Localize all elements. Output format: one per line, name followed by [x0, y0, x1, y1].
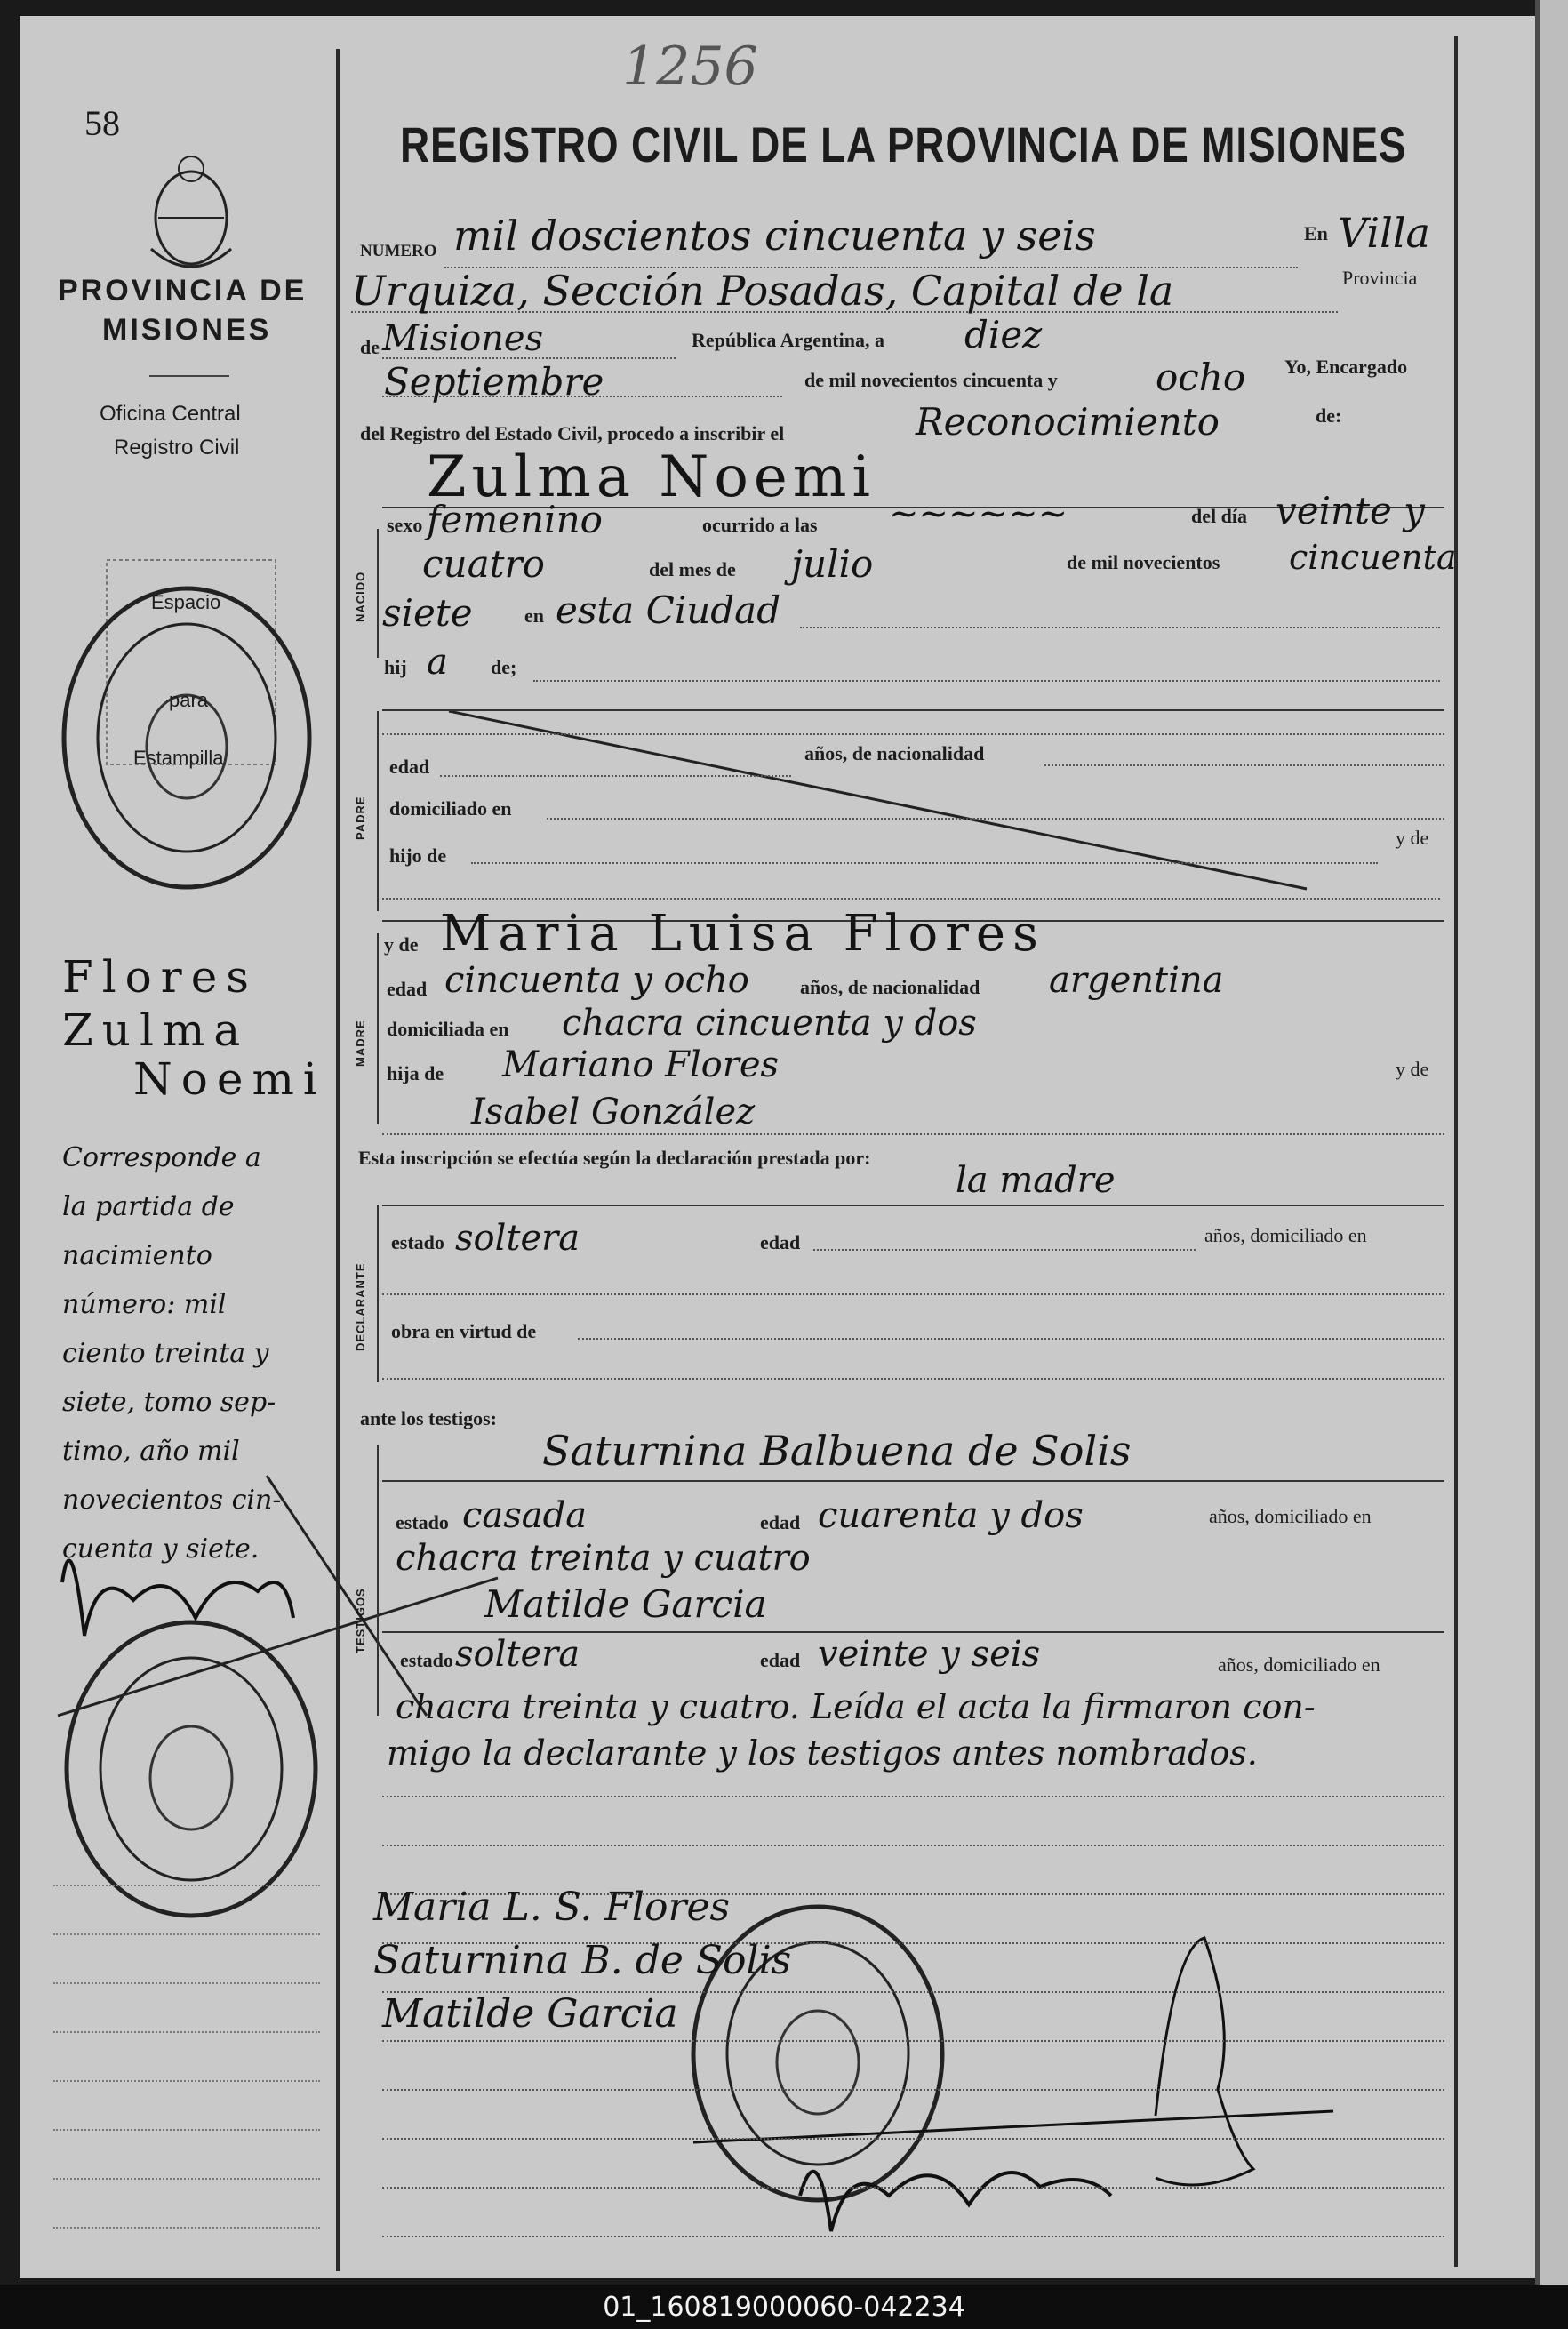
province-value: Misiones	[382, 318, 544, 359]
obra-label: obra en virtud de	[391, 1320, 537, 1342]
provincia-label: Provincia	[1342, 267, 1418, 289]
anio-value: cincuenta	[1289, 538, 1457, 577]
margin-name-line3: Noemi	[133, 1053, 326, 1105]
margin-note-line: número: mil	[62, 1289, 227, 1320]
inscripcion-text: Esta inscripción se efectúa según la declaración prestada por:	[358, 1147, 871, 1169]
madre-madre-value: Isabel González	[471, 1092, 756, 1132]
left-rule	[53, 2129, 320, 2131]
form-rule	[800, 627, 1440, 628]
testigo1-edad-label: edad	[760, 1511, 801, 1533]
form-rule	[382, 2138, 1444, 2140]
form-rule	[533, 680, 1440, 682]
margin-name-line1: Flores	[62, 951, 258, 1003]
month-value: Septiembre	[384, 360, 604, 404]
padre-hijo-label: hijo de	[389, 844, 447, 867]
official-seal-icon	[64, 588, 309, 887]
madre-edad-label: edad	[387, 978, 428, 1000]
en-label: En	[1304, 222, 1328, 244]
margin-note-line: la partida de	[62, 1191, 235, 1222]
form-rule	[382, 709, 1444, 711]
testigo1-edad-value: cuarenta y dos	[818, 1495, 1084, 1536]
form-rule	[471, 862, 1378, 864]
form-rule	[440, 775, 791, 777]
padre-edad-label: edad	[389, 756, 430, 778]
year-text: de mil novecientos cincuenta y	[804, 369, 1058, 391]
record-number-handwritten: 1256	[622, 36, 758, 98]
form-rule	[382, 1796, 1444, 1797]
de-colon: de:	[1316, 404, 1342, 427]
padre-domicilio-label: domiciliado en	[389, 797, 512, 820]
madre-y-de2: y de	[1396, 1058, 1429, 1080]
testigo1-nombre: Saturnina Balbuena de Solis	[542, 1427, 1132, 1475]
madre-domicilio-label: domiciliada en	[387, 1018, 509, 1040]
form-rule	[382, 733, 1444, 735]
testigo2-estado-label: estado	[400, 1649, 453, 1671]
year-value: ocho	[1156, 356, 1246, 399]
section-tag-nacido: NACIDO	[354, 571, 367, 622]
form-rule	[382, 1378, 1444, 1380]
madre-padre-value: Mariano Flores	[502, 1044, 780, 1085]
margin-name-line2: Zulma	[62, 1004, 250, 1056]
ocurrido-label: ocurrido a las	[702, 514, 818, 536]
signature-declarante: Maria L. S. Flores	[373, 1885, 731, 1930]
testigo2-estado-value: soltera	[455, 1634, 580, 1675]
sexo-value: femenino	[427, 498, 603, 541]
mes-value: julio	[791, 542, 874, 586]
numero-label: NUMERO	[360, 242, 437, 260]
margin-note-line: siete, tomo sep-	[62, 1387, 276, 1418]
form-rule	[382, 1205, 1444, 1206]
lugar-label: en	[524, 604, 544, 627]
yo-text: Yo, Encargado	[1284, 356, 1408, 378]
left-rule	[53, 2031, 320, 2033]
form-rule	[382, 1480, 1444, 1482]
child-name: Zulma Noemi	[427, 444, 876, 510]
province-line2: MISIONES	[102, 313, 272, 347]
testigo2-edad-value: veinte y seis	[818, 1634, 1041, 1675]
testigo1-estado-value: casada	[462, 1495, 588, 1536]
left-rule	[53, 1982, 320, 1984]
hij-value: a	[427, 642, 448, 683]
page-title: REGISTRO CIVIL DE LA PROVINCIA DE MISIONES	[400, 116, 1407, 172]
declarante-anios-label: años, domiciliado en	[1204, 1224, 1367, 1246]
testigo1-anios-label: años, domiciliado en	[1209, 1505, 1372, 1527]
coat-of-arms-icon	[151, 156, 231, 267]
testigo2-edad-label: edad	[760, 1649, 801, 1671]
form-rule	[382, 2089, 1444, 2091]
mes-label: del mes de	[649, 558, 736, 580]
declarante-value: la madre	[956, 1160, 1116, 1201]
hij-de-label: de;	[491, 656, 517, 678]
testigo1-domicilio: chacra treinta y cuatro	[396, 1538, 811, 1579]
form-rule	[382, 898, 1440, 900]
dia-value-cont: cuatro	[422, 542, 545, 586]
padre-nacionalidad-label: años, de nacionalidad	[804, 742, 985, 764]
signature-testigo1: Saturnina B. de Solis	[373, 1938, 792, 1983]
office-line2: Registro Civil	[114, 436, 240, 460]
left-rule	[53, 2080, 320, 2082]
form-rule	[578, 1338, 1444, 1340]
declarante-estado-label: estado	[391, 1231, 444, 1253]
numero-value: mil doscientos cincuenta y seis	[453, 212, 1096, 260]
section-tag-padre: PADRE	[354, 796, 367, 840]
margin-note-line: Corresponde a	[62, 1142, 261, 1173]
testigos-label: ante los testigos:	[360, 1407, 497, 1429]
stamp-box-line3: Estampilla	[133, 747, 224, 769]
declarante-estado-value: soltera	[455, 1218, 580, 1259]
testigo2-nombre: Matilde Garcia	[484, 1582, 767, 1626]
sexo-label: sexo	[387, 514, 423, 536]
form-rule	[382, 1631, 1444, 1633]
margin-note-line: ciento treinta y	[62, 1338, 269, 1369]
stamp-box-line1: Espacio	[151, 591, 221, 613]
margin-note-line: cuenta y siete.	[62, 1533, 260, 1565]
hora-value: ~~~~~~	[889, 493, 1068, 534]
lugar-value: esta Ciudad	[556, 588, 781, 632]
office-line1: Oficina Central	[100, 402, 241, 426]
form-rule	[382, 1293, 1444, 1295]
form-rule	[382, 1845, 1444, 1846]
form-rule	[382, 2236, 1444, 2237]
left-rule	[53, 1885, 320, 1886]
section-tag-testigos: TESTIGOS	[354, 1588, 367, 1653]
madre-hija-label: hija de	[387, 1062, 444, 1084]
madre-domicilio-value: chacra cincuenta y dos	[562, 1003, 977, 1044]
de-label: de	[360, 336, 380, 358]
madre-nacionalidad-value: argentina	[1049, 960, 1224, 1001]
anio-value-cont: siete	[382, 591, 473, 635]
madre-nacionalidad-label: años, de nacionalidad	[800, 976, 980, 998]
hij-label: hij	[384, 656, 407, 678]
left-rule	[53, 2227, 320, 2229]
testigo2-anios-label: años, domiciliado en	[1218, 1653, 1380, 1676]
form-rule	[1044, 764, 1444, 766]
form-rule	[382, 1133, 1444, 1135]
testigo2-domicilio-cont: migo la declarante y los testigos antes nombrados.	[387, 1733, 1258, 1773]
republica-label: República Argentina, a	[692, 329, 884, 351]
anio-label: de mil novecientos	[1067, 551, 1220, 573]
margin-note-line: novecientos cin-	[62, 1485, 282, 1516]
margin-note-line: timo, año mil	[62, 1436, 240, 1467]
day-value: diez	[964, 313, 1043, 356]
registro-text: del Registro del Estado Civil, procedo a inscribir el	[360, 422, 785, 444]
section-tag-declarante: DECLARANTE	[354, 1262, 367, 1351]
form-rule	[813, 1249, 1196, 1251]
form-rule	[382, 2040, 1444, 2042]
official-seal-icon	[67, 1622, 316, 1916]
en-value: Villa	[1338, 209, 1430, 257]
dia-value: veinte y	[1276, 489, 1425, 532]
form-rule	[382, 2187, 1444, 2189]
testigo2-domicilio: chacra treinta y cuatro. Leída el acta la firmaron con-	[396, 1687, 1316, 1726]
left-rule	[53, 2178, 320, 2180]
section-tag-madre: MADRE	[354, 1020, 367, 1067]
footer-id: 01_160819000060-042234	[603, 2292, 965, 2323]
left-rule	[53, 1933, 320, 1935]
form-rule	[547, 818, 1444, 820]
madre-nombre: Maria Luisa Flores	[440, 905, 1045, 963]
del-dia-label: del día	[1191, 505, 1247, 527]
testigo1-estado-label: estado	[396, 1511, 449, 1533]
province-line1: PROVINCIA DE	[58, 274, 308, 308]
act-value: Reconocimiento	[916, 400, 1220, 444]
madre-edad-value: cincuenta y ocho	[444, 960, 749, 1001]
page-number: 58	[84, 103, 120, 143]
padre-y-de: y de	[1396, 827, 1429, 849]
stamp-box-line2: para	[169, 689, 209, 711]
place-value: Urquiza, Sección Posadas, Capital de la	[351, 267, 1174, 315]
margin-note-line: nacimiento	[62, 1240, 212, 1271]
madre-y-de: y de	[384, 933, 419, 956]
declarante-edad-label: edad	[760, 1231, 801, 1253]
signature-testigo2: Matilde Garcia	[382, 1991, 678, 2037]
